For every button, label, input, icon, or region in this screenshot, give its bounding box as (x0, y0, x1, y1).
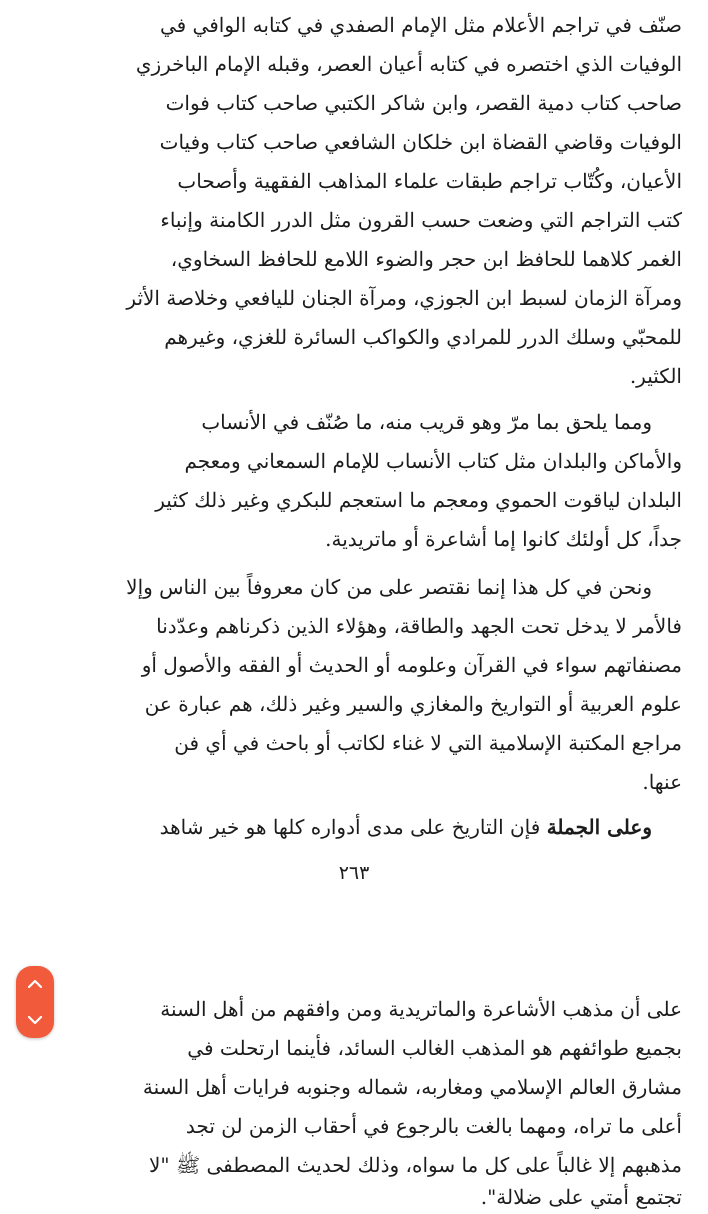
chevron-up-icon (27, 979, 43, 989)
text-line: فالأمر لا يدخل تحت الجهد والطاقة، وهؤلاء الذين ذكرناهم وعدّدنا (156, 614, 682, 638)
text-line: مشارق العالم الإسلامي ومغاربه، شماله وجنوبه فرايات أهل السنة (142, 1075, 682, 1099)
text-line: علوم العربية أو التواريخ والمغازي والسير وغير ذلك، هم عبارة عن (144, 692, 682, 716)
text-line: البلدان لياقوت الحموي ومعجم ما استعجم للبكري وغير ذلك كثير (155, 488, 682, 512)
text-line: صاحب كتاب دمية القصر، وابن شاكر الكتبي صاحب كتاب فوات (165, 91, 682, 115)
text-line: جداً، كل أولئك كانوا إما أشاعرة أو ماتريدية. (325, 527, 682, 551)
closing-line-text: فإن التاريخ على مدى أدواره كلها هو خير شاهد (159, 815, 547, 839)
text-line: الوفيات وقاضي القضاة ابن خلكان الشافعي صاحب كتاب وفيات (159, 130, 682, 154)
scroll-up-button[interactable] (16, 966, 54, 1002)
page-number: ٢٦٣ (338, 862, 370, 884)
text-line: كتب التراجم التي وضعت حسب القرون مثل الدرر الكامنة وإنباء (160, 208, 682, 232)
text-line: الغمر كلاهما للحافظ ابن حجر والضوء اللامع للحافظ السخاوي، (170, 247, 682, 271)
text-line: مصنفاتهم سواء في القرآن وعلومه أو الحديث أو الفقه والأصول أو (141, 653, 682, 677)
text-line: الوفيات الذي اختصره في كتابه أعيان العصر، وقبله الإمام الباخرزي (135, 52, 682, 76)
chevron-down-icon (27, 1015, 43, 1025)
text-line: مذهبهم إلا غالباً على كل ما سواه، وذلك لحديث المصطفى ﷺ "لا (148, 1153, 682, 1177)
scroll-down-button[interactable] (16, 1002, 54, 1038)
text-line: بجميع طوائفهم هو المذهب الغالب السائد، فأينما ارتحلت في (187, 1036, 682, 1060)
text-line: تجتمع أمتي على ضلالة". (480, 1185, 682, 1209)
text-line: أعلى ما تراه، ومهما بالغت بالرجوع في أحقاب الزمن لن تجد (185, 1114, 682, 1138)
text-line: ونحن في كل هذا إنما نقتصر على من كان معروفاً بين الناس وإلا (126, 575, 652, 599)
closing-line (22, 812, 652, 844)
text-line: الأعيان، وكُتّاب تراجم طبقات علماء المذاهب الفقهية وأصحاب (177, 169, 682, 193)
text-line: للمحبّي وسلك الدرر للمرادي والكواكب السائرة للغزي، وغيرهم (164, 325, 682, 349)
text-line: ومما يلحق بما مرّ وهو قريب منه، ما صُنّف في الأنساب (201, 410, 652, 434)
text-line: عنها. (642, 770, 682, 794)
text-line: صنّف في تراجم الأعلام مثل الإمام الصفدي في كتابه الوافي في (159, 13, 682, 37)
text-line: على أن مذهب الأشاعرة والماتريدية ومن وافقهم من أهل السنة (160, 997, 682, 1021)
text-line: مراجع المكتبة الإسلامية التي لا غناء لكاتب أو باحث في أي فن (174, 731, 682, 755)
bold-phrase: وعلى الجملة (546, 815, 652, 839)
text-line: ومرآة الزمان لسبط ابن الجوزي، ومرآة الجنان لليافعي وخلاصة الأثر (126, 286, 682, 310)
text-line: الكثير. (629, 364, 682, 388)
page-scroll-control (16, 966, 54, 1038)
text-line: والأماكن والبلدان مثل كتاب الأنساب للإمام السمعاني ومعجم (184, 449, 682, 473)
